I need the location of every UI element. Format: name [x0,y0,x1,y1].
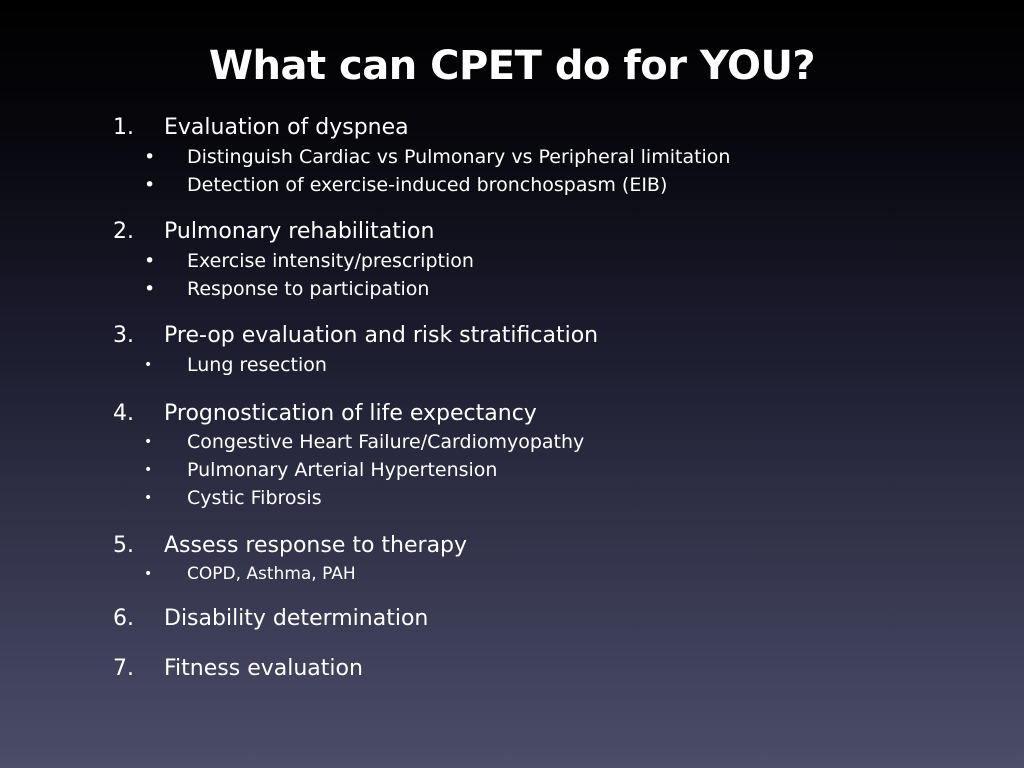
slide-title: What can CPET do for YOU? [208,43,816,89]
item-text: Fitness evaluation [164,656,363,681]
bullet-icon: • [144,434,153,450]
sub-item-text: Congestive Heart Failure/Cardiomyopathy [187,431,585,453]
bullet-icon: • [144,357,153,373]
item-text: Pulmonary rehabilitation [164,219,435,244]
sub-item-text: Lung resection [187,354,327,376]
sub-item-text: Detection of exercise-induced bronchospasm (EIB) [187,174,668,196]
bullet-icon: • [144,174,156,196]
bullet-icon: • [144,250,156,272]
sub-item-text: Exercise intensity/prescription [187,250,474,272]
sub-item-text: Pulmonary Arterial Hypertension [187,459,498,481]
sub-item-text: COPD, Asthma, PAH [187,564,356,584]
sub-item-text: Distinguish Cardiac vs Pulmonary vs Peripheral limitation [187,146,731,168]
bullet-icon: • [144,462,153,478]
item-text: Disability determination [164,606,429,631]
bullet-icon: • [144,490,153,506]
item-number: 7. [113,656,134,681]
item-text: Prognostication of life expectancy [164,401,537,426]
item-number: 5. [113,533,134,558]
bullet-icon: • [144,146,156,168]
item-text: Assess response to therapy [164,533,468,558]
sub-item-text: Response to participation [187,278,430,300]
item-text: Evaluation of dyspnea [164,115,409,140]
sub-item-text: Cystic Fibrosis [187,487,322,509]
item-number: 2. [113,219,134,244]
bullet-icon: • [144,566,153,582]
item-number: 6. [113,606,134,631]
item-number: 3. [113,323,134,348]
bullet-icon: • [144,278,156,300]
item-number: 1. [113,115,134,140]
item-text: Pre-op evaluation and risk stratification [164,323,599,348]
item-number: 4. [113,401,134,426]
